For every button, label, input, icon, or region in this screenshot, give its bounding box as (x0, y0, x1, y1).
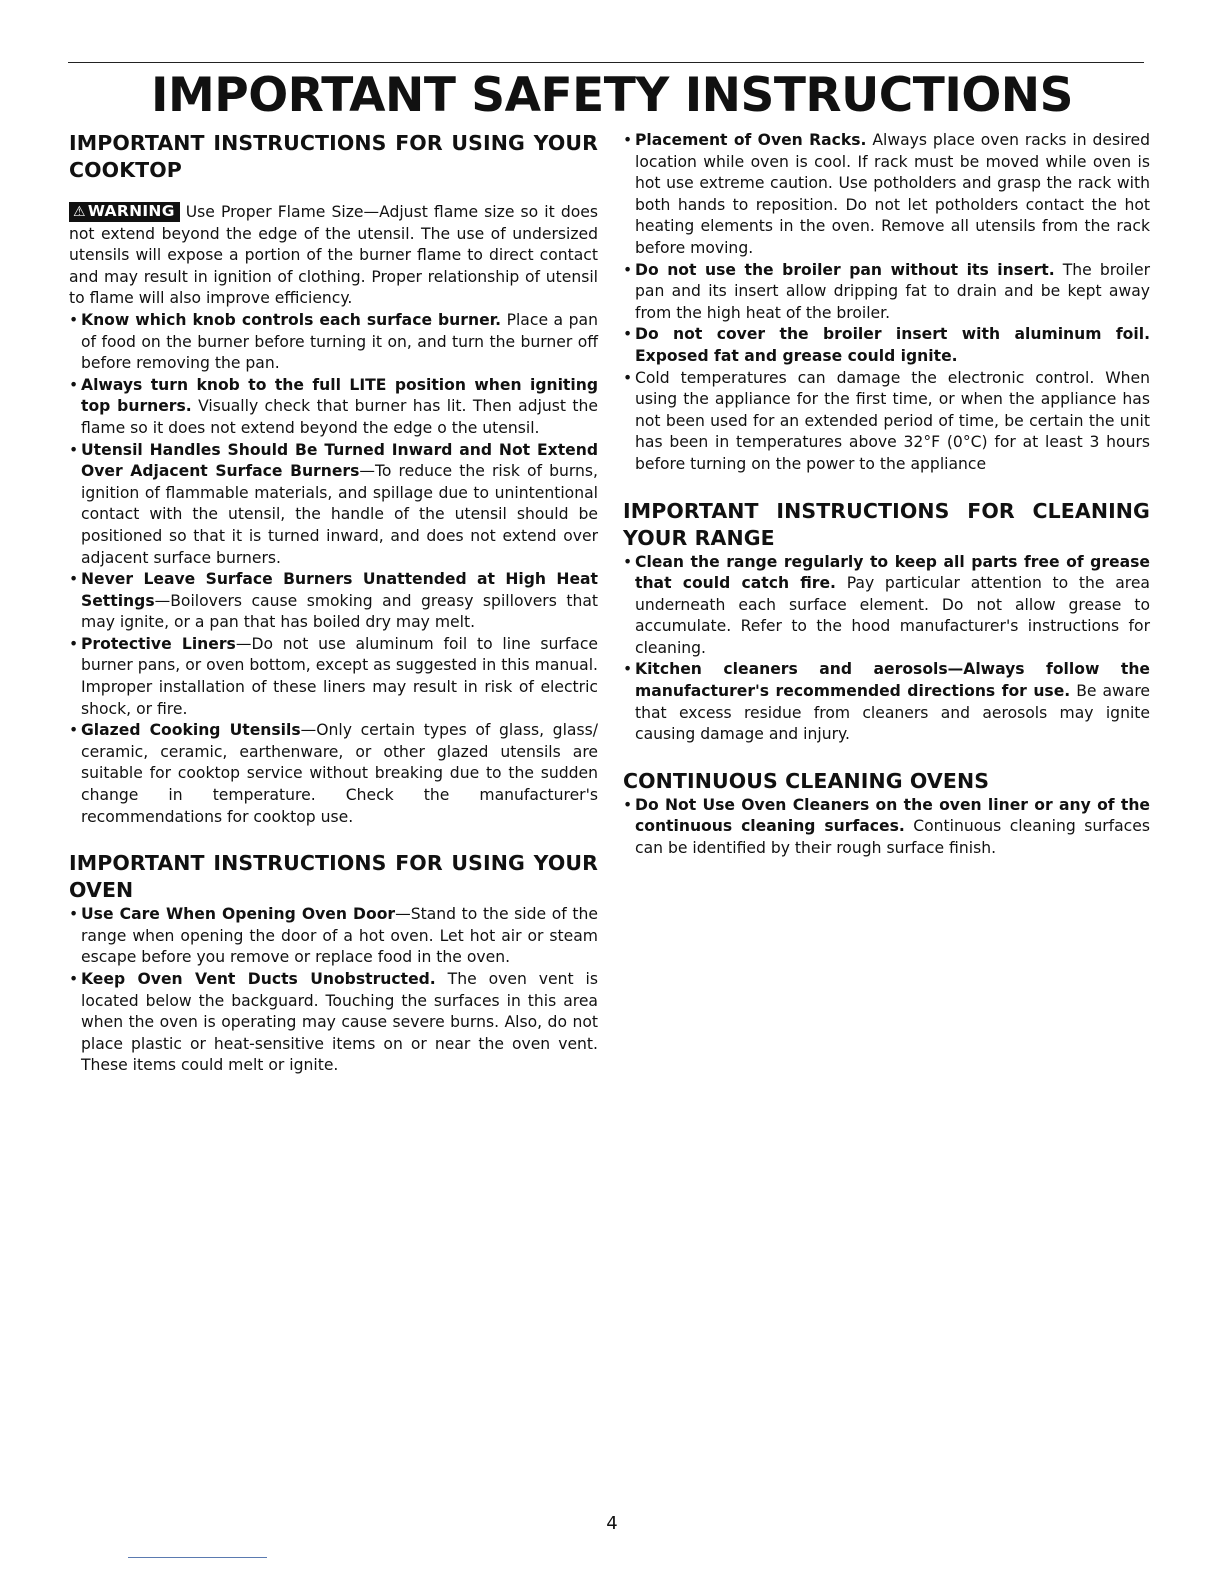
warning-triangle-icon: ⚠ (73, 204, 86, 220)
cooktop-heading: IMPORTANT INSTRUCTIONS FOR USING YOUR COOKTOP (69, 131, 598, 182)
list-item: • Know which knob controls each surface burner. Place a pan of food on the burner before turning it on, and turn the burner off before removing the pan. (69, 310, 598, 373)
list-item: • Placement of Oven Racks. Always place oven racks in desired location while oven is cool. If rack must be moved while oven is hot use extreme caution. Use potholders and grasp the rack with both hands to reposition. Do not let potholders contact the hot heating elements in the oven. Remove all utensils from the rack before moving. (623, 131, 1150, 257)
oven-continued-list (623, 130, 1150, 476)
warning-badge (69, 202, 180, 222)
list-item: • Never Leave Surface Burners Unattended at High Heat Settings—Boilovers cause smoking and greasy spillovers that may ignite, or a pan that has boiled dry may melt. (69, 570, 598, 632)
list-item: • Always turn knob to the full LITE position when igniting top burners. Visually check that burner has lit. Then adjust the flame so it does not extend beyond the edge o the utensil. (69, 375, 598, 437)
cooktop-list (69, 310, 598, 828)
cleaning-heading: IMPORTANT INSTRUCTIONS FOR CLEANING YOUR RANGE (623, 498, 1150, 550)
list-item: • Keep Oven Vent Ducts Unobstructed. The oven vent is located below the backguard. Touching the surfaces in this area when the oven is operating may cause severe burns. Also, do not place plastic or heat-sensitive items on or near the oven vent. These items could melt or ignite. (69, 970, 598, 1075)
list-item: • Do not cover the broiler insert with aluminum foil. Exposed fat and grease could ignite. (623, 325, 1150, 365)
page-title: IMPORTANT SAFETY INSTRUCTIONS (151, 68, 1073, 123)
warning-label: WARNING (87, 202, 175, 220)
continuous-heading: CONTINUOUS CLEANING OVENS (623, 768, 990, 793)
cleaning-list (623, 552, 1150, 746)
list-item: • Do Not Use Oven Cleaners on the oven liner or any of the continuous cleaning surfaces. Continuous cleaning surfaces can be identified by their rough surface finish. (623, 795, 1150, 858)
warning-paragraph (69, 202, 598, 310)
list-item: • Cold temperatures can damage the electronic control. When using the appliance for the first time, or when the appliance has not been used for an extended period of time, be certain the unit has been in temperatures above 32°F (0°C) for at least 3 hours before turning on the power to the appliance (623, 368, 1150, 473)
list-item: • Do not use the broiler pan without its insert. The broiler pan and its insert allow dripping fat to drain and be kept away from the high heat of the broiler. (623, 260, 1151, 322)
left-column (69, 130, 598, 1077)
list-item: • Kitchen cleaners and aerosols—Always follow the manufacturer's recommended directions for use. Be aware that excess residue from cleaners and aerosols may ignite causing damage and injury. (623, 660, 1151, 744)
list-item: • Glazed Cooking Utensils—Only certain types of glass, glass/ ceramic, ceramic, earthenware, or other glazed utensils are suitable for cooktop service without breaking due to the sudden change in temperature. Check the manufacturer's recommendations for cooktop use. (69, 721, 598, 826)
list-item: • Protective Liners—Do not use aluminum foil to line surface burner pans, or oven bottom, except as suggested in this manual. Improper installation of these liners may result in risk of electric shock, or fire. (69, 634, 598, 718)
warning-text: Use Proper Flame Size—Adjust flame size so it does not extend beyond the edge of the utensil. The use of undersized utensils will expose a portion of the burner flame to direct contact and may result in ignition of clothing. Proper relationship of utensil to flame will also improve efficiency. (69, 203, 598, 308)
oven-list (69, 904, 598, 1077)
top-rule (68, 62, 1144, 63)
page-number: 4 (606, 1513, 618, 1534)
list-item: • Clean the range regularly to keep all parts free of grease that could catch fire. Pay particular attention to the area underneath each surface element. Do not allow grease to accumulate. Refer to the hood manufacturer's instructions for cleaning. (623, 552, 1150, 657)
footer-rule (128, 1557, 267, 1558)
continuous-list (623, 795, 1150, 860)
list-item: • Utensil Handles Should Be Turned Inward and Not Extend Over Adjacent Surface Burners—To reduce the risk of burns, ignition of flammable materials, and spillage due to unintentional contact with the utensil, the handle of the utensil should be positioned so that it is turned inward, and does not extend over adjacent surface burners. (69, 440, 598, 567)
list-item: • Use Care When Opening Oven Door—Stand to the side of the range when opening the door of a hot oven. Let hot air or steam escape before you remove or replace food in the oven. (69, 905, 598, 967)
oven-heading: IMPORTANT INSTRUCTIONS FOR USING YOUR OVEN (69, 851, 598, 903)
right-column (623, 130, 1150, 860)
